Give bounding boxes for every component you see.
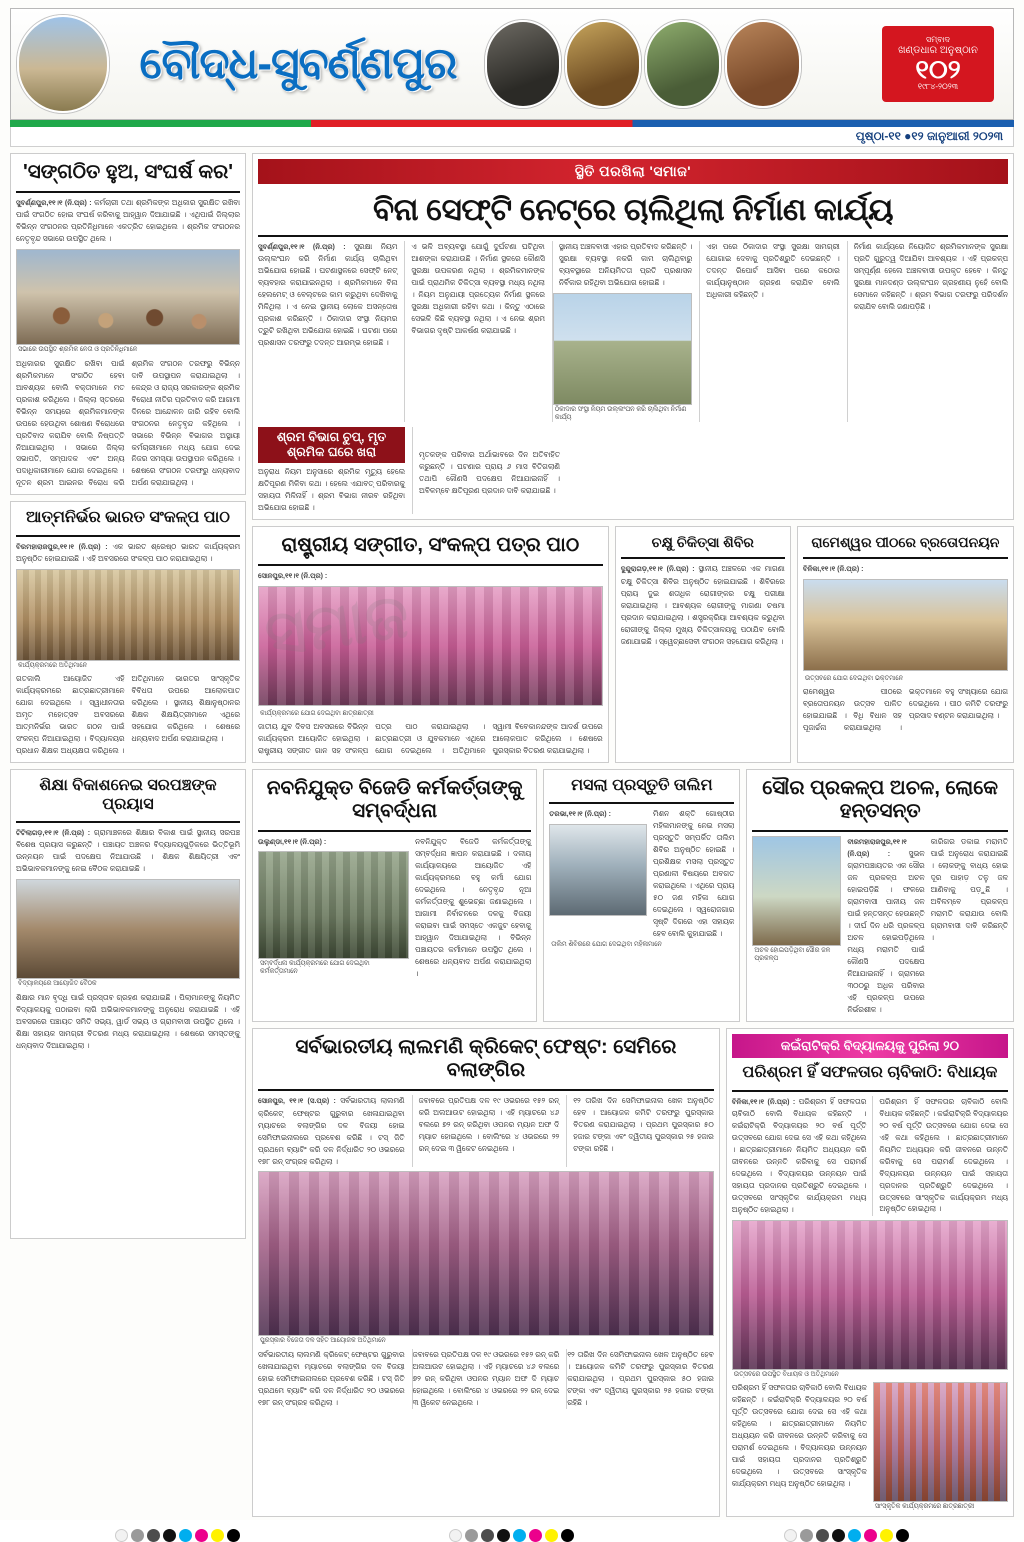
article-solar-project bbox=[746, 769, 1014, 1022]
article-cricket-fest bbox=[252, 1028, 720, 1517]
byline: ସୋନପୁର, ୧୧।୧ (ସ.ପ୍ର) : bbox=[258, 1098, 336, 1106]
reg-dot bbox=[561, 1529, 574, 1542]
reg-dot bbox=[465, 1529, 478, 1542]
reg-dot bbox=[848, 1529, 861, 1542]
article-row bbox=[258, 836, 531, 980]
lead-body-row bbox=[258, 241, 1008, 423]
reg-dot bbox=[449, 1529, 462, 1542]
registration-marks bbox=[10, 1529, 1014, 1542]
article-photo bbox=[258, 851, 409, 959]
reg-dot bbox=[529, 1529, 542, 1542]
headline-rule bbox=[732, 1090, 1008, 1092]
lead-photo bbox=[553, 293, 692, 405]
school-photo-wrap bbox=[873, 1382, 1008, 1511]
photo-caption: ଉତ୍ସବରେ ଉପସ୍ଥିତ ବିଧାୟକ ଓ ଅତିଥିମାନେ bbox=[733, 1370, 839, 1378]
headline-rule bbox=[16, 191, 240, 193]
registration-set-1 bbox=[115, 1529, 240, 1542]
article-text-wrap bbox=[415, 836, 531, 980]
sub-text-1: ଅନୁରାଧ ନିୟମ ଅନୁସାରେ ଶ୍ରମିକ ମୃତ୍ୟୁ ହେଲେ କ୍ଷତିପୂରଣ ମିଳିବା କଥା । ହେଲେ ଏଯାବତ୍ ପରିବାରକୁ ସହାୟତା ମିଳିନାହିଁ । ଶ୍ରମ ବିଭାଗ ନୀରବ ରହିଥିବା ଅଭିଯୋଗ ହୋଇଛି । bbox=[258, 467, 405, 513]
reg-dot bbox=[816, 1529, 829, 1542]
photo-caption: ତାଲିମ ଶିବିରରେ ଯୋଗ ଦେଇଥିବା ମହିଳାମାନେ bbox=[551, 941, 662, 948]
article-body: ଶିକ୍ଷାର ମାନ ବୃଦ୍ଧି ପାଇଁ ପ୍ରସ୍ତାବ ଗ୍ରହଣ କରାଯାଇଛି । ପିଲାମାନଙ୍କୁ ନିୟମିତ ବିଦ୍ୟାଳୟକୁ ପଠାଇବା ଲାଗି ଅଭିଭାବକମାନଙ୍କୁ ଅନୁରୋଧ କରାଯାଇଛି । ଏହି ଅବସରରେ ପଞ୍ଚାୟତ ସମିତି ସଭ୍ୟ, ୱାର୍ଡ ସଭ୍ୟ ଓ ଗ୍ରାମବାସୀ ଉପସ୍ଥିତ ଥିଲେ । ଶିକ୍ଷା ସହାୟକ ସାମଗ୍ରୀ ବିତରଣ ମଧ୍ୟ କରାଯାଇଥିଲା । ଶେଷରେ ସମସ୍ତଙ୍କୁ ଧନ୍ୟବାଦ ଦିଆଯାଇଥିଲା । bbox=[16, 992, 240, 1050]
article-body: ସ୍ଥାନୀୟ ଅଞ୍ଚଳରେ ଏକ ମାଗଣା ଚକ୍ଷୁ ଚିକିତ୍ସା ଶିବିର ଅନୁଷ୍ଠିତ ହୋଇଯାଇଛି । ଶିବିରରେ ପ୍ରାୟ ଦୁଇ ଶତାଧିକ ରୋଗୀଙ୍କର ଚକ୍ଷୁ ପରୀକ୍ଷା କରାଯାଇଥିଲା । ଆବଶ୍ୟକ ରୋଗୀଙ୍କୁ ମାଗଣା ଚଷମା ପ୍ରଦାନ କରାଯାଇଥିଲା । ଶସ୍ତ୍ରକ୍ରିୟା ଆବଶ୍ୟକ କରୁଥିବା ରୋଗୀଙ୍କୁ ଜିଲ୍ଲା ମୁଖ୍ୟ ଚିକିତ୍ସାଳୟକୁ ପଠାଯିବ ବୋଲି ଜଣାଯାଇଛି । ସ୍ୱେଚ୍ଛାସେବୀ ସଂଗଠନ ସହଯୋଗ କରିଥିଲା । bbox=[620, 564, 785, 646]
reg-dot bbox=[211, 1529, 224, 1542]
byline: ଦୁନ୍ଦୁରାଗଡ଼,୧୧।୧ (ନି.ପ୍ର) : bbox=[620, 566, 695, 574]
article-photo bbox=[258, 1171, 714, 1336]
sub-story-left bbox=[258, 427, 405, 514]
article-body-5: ଜବାବରେ ପ୍ରତିପକ୍ଷ ଦଳ ୧୯ ଓଭରରେ ୧୫୨ ରନ୍ କରି ଅଲଆଉଟ ହୋଇଥିଲା । ଏହି ମ୍ୟାଚରେ ୪୬ ବଲରେ ୭୨ ରନ୍ କରିଥିବା ଓପନର ମ୍ୟାନ ଅଫ ଦି ମ୍ୟାଚ ହୋଇଥିଲେ । ବୋଲିଂରେ ୪ ଓଭରରେ ୨୨ ରନ୍ ଦେଇ ୩ ୱିକେଟ ନେଇଥିଲେ । bbox=[412, 1349, 560, 1407]
article-intro bbox=[16, 541, 240, 565]
byline: ବିନିକା,୧୧।୧ (ନି.ପ୍ର) : bbox=[802, 566, 864, 574]
headline-rule bbox=[549, 802, 734, 804]
registration-set-3 bbox=[784, 1529, 909, 1542]
byline: ବୀରମହାରାଜପୁର,୧୧।୧ (ନି.ପ୍ର) : bbox=[847, 838, 907, 859]
headline-rule bbox=[803, 557, 1008, 559]
left-column bbox=[10, 153, 246, 1523]
lead-photo-caption: ଠିକାଦାର ସଂସ୍ଥା ନିୟମ ଉଲ୍ଲଂଘନ କରି ଚାଲିଥିବା ନିର୍ମାଣ କାର୍ଯ୍ୟ bbox=[554, 405, 687, 421]
article-photo bbox=[752, 836, 841, 946]
cricket-col-2 bbox=[412, 1095, 560, 1167]
article-photo bbox=[549, 824, 647, 916]
lead-text-1: ସୁରକ୍ଷା ନିୟମ ଉଲ୍ଲଂଘନ କରି ନିର୍ମାଣ କାର୍ଯ୍ୟ ଚାଲିଥିବା ଅଭିଯୋଗ ହୋଇଛି । ଘଟଣାସ୍ଥଳରେ ସେଫ୍ଟି ନେଟ୍ ବ୍ୟବହାର କରାଯାଇନଥିଲା । ଶ୍ରମିକମାନେ ବିନା ହେଲମେଟ୍ ଓ ବେଲ୍ଟରେ କାମ କରୁଥିବା ଦେଖିବାକୁ ମିଳିଥିଲା । ଏ ନେଇ ସ୍ଥାନୀୟ ଲୋକେ ଅସନ୍ତୋଷ ପ୍ରକାଶ କରିଛନ୍ତି । ଠିକାଦାର ସଂସ୍ଥା ନିୟମର ତ୍ରୁଟି ରଖିଥିବା ଅଭିଯୋଗ ହୋଇଛି । ଘଟଣା ପରେ ପ୍ରଶାସନ ତରଫରୁ ତଦନ୍ତ ଆରମ୍ଭ ହୋଇଛି । bbox=[258, 241, 398, 347]
article-photo-wrap bbox=[258, 836, 409, 980]
lead-col-5 bbox=[847, 241, 1008, 423]
article-body: ନବନିଯୁକ୍ତ ବିଜେଡି କର୍ମକର୍ତ୍ତାଙ୍କୁ ସମ୍ବର୍ଦ୍ଧନା ଜ୍ଞାପନ କରାଯାଇଛି । ଦଳୀୟ କାର୍ଯ୍ୟାଳୟରେ ଆୟୋଜିତ ଏହି କାର୍ଯ୍ୟକ୍ରମରେ ବହୁ କର୍ମୀ ଯୋଗ ଦେଇଥିଲେ । ନେତୃବୃନ୍ଦ ନୂଆ କର୍ମକର୍ତ୍ତାଙ୍କୁ ଶୁଭେଚ୍ଛା ଜଣାଇଥିଲେ । ଆଗାମୀ ନିର୍ବାଚନରେ ଦଳକୁ ବିଜୟୀ କରାଇବା ପାଇଁ ସମସ୍ତେ ଏକଜୁଟ ହେବାକୁ ଆହ୍ୱାନ ଦିଆଯାଇଥିଲା । ବିଭିନ୍ନ ପଞ୍ଚାୟତର କର୍ମୀମାନେ ଉପସ୍ଥିତ ଥିଲେ । ଶେଷରେ ଧନ୍ୟବାଦ ଅର୍ପଣ କରାଯାଇଥିଲା । bbox=[415, 836, 532, 978]
article-body-2: ଜବାବରେ ପ୍ରତିପକ୍ଷ ଦଳ ୧୯ ଓଭରରେ ୧୫୨ ରନ୍ କରି ଅଲଆଉଟ ହୋଇଥିଲା । ଏହି ମ୍ୟାଚରେ ୪୬ ବଲରେ ୭୨ ରନ୍ କରିଥିବା ଓପନର ମ୍ୟାନ ଅଫ ଦି ମ୍ୟାଚ ହୋଇଥିଲେ । ବୋଲିଂରେ ୪ ଓଭରରେ ୨୨ ରନ୍ ଦେଇ ୩ ୱିକେଟ ନେଇଥିଲେ । bbox=[418, 1096, 560, 1154]
byline: ସୁବର୍ଣ୍ଣପୁର,୧୧।୧ (ନି.ପ୍ର) : bbox=[258, 243, 346, 251]
article-text-wrap bbox=[653, 808, 734, 940]
article-photo-wrap bbox=[549, 808, 647, 940]
photo-caption-2: ସାଂସ୍କୃତିକ କାର୍ଯ୍ୟକ୍ରମରେ ଛାତ୍ରଛାତ୍ରୀ bbox=[874, 1503, 975, 1511]
photo-caption: ଅଚଳ ହୋଇପଡ଼ିଥିବା ସୌର ଜଳ ପ୍ରକଳ୍ପ bbox=[754, 946, 831, 963]
lead-col-3 bbox=[552, 241, 692, 423]
article-text-wrap-1 bbox=[847, 836, 924, 1016]
reg-dot bbox=[147, 1529, 160, 1542]
article-body: ଜାତୀୟ ଯୁବ ଦିବସ ଅବସରରେ ବିଭିନ୍ନ କାର୍ଯ୍ୟକ୍ରମ ଆୟୋଜିତ ହୋଇଥିଲା । ରାଷ୍ଟ୍ରୀୟ ସଙ୍ଗୀତ ଗାନ ସହ ସଂକଳ୍ପ ପତ୍ର ପାଠ କରାଯାଇଥିଲା । ଛାତ୍ରଛାତ୍ରୀ ଓ ଯୁବକମାନେ ଏଥିରେ ଯୋଗ ଦେଇଥିଲେ । ଅତିଥିମାନେ ସ୍ୱାମୀ ବିବେକାନନ୍ଦଙ୍କ ଆଦର୍ଶ ଉପରେ ଆଲୋକପାତ କରିଥିଲେ । ଶେଷରେ ପୁରସ୍କାର ବିତରଣ କରାଯାଇଥିଲା । bbox=[258, 721, 603, 755]
article-body-6: ୧୨ ତାରିଖ ଦିନ ସେମିଫାଇନାଲ ଖେଳ ଅନୁଷ୍ଠିତ ହେବ । ଆୟୋଜକ କମିଟି ତରଫରୁ ପୁରସ୍କାର ବିତରଣ କରାଯାଇଥିଲା । ପ୍ରଥମ ପୁରସ୍କାର ୫୦ ହଜାର ଟଙ୍କା ଏବଂ ଦ୍ୱିତୀୟ ପୁରସ୍କାର ୨୫ ହଜାର ଟଙ୍କା ରହିଛି । bbox=[567, 1349, 714, 1407]
article-intro bbox=[16, 197, 240, 245]
article-body: ରାମେଶ୍ୱର ପୀଠରେ ବ୍ରତୋପନୟନ ଉତ୍ସବ ପାଳିତ ହୋଇଯାଇଛି । ବିଧି ବିଧାନ ସହ ପୂଜାର୍ଚ୍ଚନା କରାଯାଇଥିଲା । ଭକ୍ତମାନେ ବହୁ ସଂଖ୍ୟାରେ ଯୋଗ ଦେଇଥିଲେ । ପୀଠ କମିଟି ତରଫରୁ ପ୍ରସାଦ ବଣ୍ଟନ କରାଯାଇଥିଲା । bbox=[802, 686, 1008, 732]
article-photo-wrap bbox=[752, 836, 841, 1016]
masthead-photo-strip bbox=[483, 9, 803, 119]
article-headline: ଆତ୍ମନିର୍ଭର ଭାରତ ସଂକଳ୍ପ ପାଠ bbox=[26, 509, 230, 527]
intro-text: ଏକ ଭାରତ ଶ୍ରେଷ୍ଠ ଭାରତ କାର୍ଯ୍ୟକ୍ରମ ଅନୁଷ୍ଠିତ ହୋଇଯାଇଛି । ଏହି ଅବସରରେ ସଂକଳ୍ପ ପାଠ କରାଯାଇଥିଲା । bbox=[16, 541, 240, 564]
lead-text-2: ଏ ଭଳି ଅବ୍ୟବସ୍ଥା ଯୋଗୁଁ ଦୁର୍ଘଟଣା ଘଟିଥିବା ଆଶଙ୍କା କରାଯାଉଛି । ନିର୍ମାଣ ସ୍ଥଳରେ କୌଣସି ସୁରକ୍ଷା ଉପକରଣ ନଥିଲା । ଶ୍ରମିକମାନଙ୍କ ପାଇଁ ପ୍ରାଥମିକ ଚିକିତ୍ସା ବ୍ୟବସ୍ଥା ମଧ୍ୟ ନଥିଲା । ନିୟମ ଅନୁଯାୟୀ ପ୍ରତ୍ୟେକ ନିର୍ମାଣ ସ୍ଥଳରେ ସୁରକ୍ଷା ଅଧିକାରୀ ରହିବା କଥା । କିନ୍ତୁ ଏଠାରେ ସେଭଳି କିଛି ବ୍ୟବସ୍ଥା ନଥିଲା । ଏ ନେଇ ଶ୍ରମ ବିଭାଗର ଦୃଷ୍ଟି ଆକର୍ଷଣ କରାଯାଇଛି । bbox=[411, 241, 545, 335]
article-photo bbox=[16, 249, 240, 345]
reg-dot bbox=[513, 1529, 526, 1542]
school-col-1 bbox=[732, 1096, 867, 1216]
reg-dot bbox=[115, 1529, 128, 1542]
reg-dot bbox=[545, 1529, 558, 1542]
article-photo bbox=[16, 569, 240, 661]
lead-text-4: ଏହା ପରେ ଠିକାଦାର ସଂସ୍ଥା ସୁରକ୍ଷା ସାମଗ୍ରୀ ଯୋଗାଇ ଦେବାକୁ ପ୍ରତିଶ୍ରୁତି ଦେଇଛନ୍ତି । ତଦନ୍ତ ରିପୋର୍ଟ ଆସିବା ପରେ କଠୋର କାର୍ଯ୍ୟାନୁଷ୍ଠାନ ଗ୍ରହଣ କରାଯିବ ବୋଲି ଅଧିକାରୀ କହିଛନ୍ତି । bbox=[706, 241, 840, 299]
byline: ତରଭା,୧୧।୧ (ନି.ପ୍ର) : bbox=[549, 811, 611, 819]
lead-text-3: ସ୍ଥାନୀୟ ଅଞ୍ଚଳବାସୀ ଏହାର ପ୍ରତିବାଦ କରିଛନ୍ତି । ସୁରକ୍ଷା ବ୍ୟବସ୍ଥା ନକରି କାମ ଚାଲିଥିବାରୁ ବ୍ୟବସ୍ଥାରେ ଅନିୟମିତତା ପ୍ରତି ପ୍ରଶାସନ ନିର୍ବିକାର ରହିଥିବା ଅଭିଯୋଗ ହୋଇଛି । bbox=[558, 241, 693, 287]
article-row bbox=[752, 836, 1008, 1016]
article-headline: ଚକ୍ଷୁ ଚିକିତ୍ସା ଶିବିର bbox=[651, 534, 754, 551]
headline-rule bbox=[258, 1089, 714, 1091]
headline-rule bbox=[258, 564, 603, 566]
sub-strip: କଇଁରାଟିକ୍ରି ବିଦ୍ୟାଳୟକୁ ପୁରିଲା ୨୦ bbox=[732, 1034, 1008, 1058]
article-bjd-welcome bbox=[252, 769, 537, 1022]
article-body-3: ପରିଶ୍ରମ ହିଁ ସଫଳତାର ଚାବିକାଠି ବୋଲି ବିଧାୟକ କହିଛନ୍ତି । କଇଁରାଟିକ୍ରି ବିଦ୍ୟାଳୟର ୨୦ ବର୍ଷ ପୂର୍ତ୍ତି ଉତ୍ସବରେ ଯୋଗ ଦେଇ ସେ ଏହି କଥା କହିଥିଲେ । ଛାତ୍ରଛାତ୍ରୀମାନେ ନିୟମିତ ଅଧ୍ୟୟନ କରି ଜୀବନରେ ଉନ୍ନତି କରିବାକୁ ସେ ପରାମର୍ଶ ଦେଇଥିଲେ । ବିଦ୍ୟାଳୟର ଉନ୍ନୟନ ପାଇଁ ସହାୟତା ପ୍ରଦାନର ପ୍ରତିଶ୍ରୁତି ଦେଇଥିଲେ । ଉତ୍ସବରେ ସାଂସ୍କୃତିକ କାର୍ଯ୍ୟକ୍ରମ ମଧ୍ୟ ଅନୁଷ୍ଠିତ ହୋଇଥିଲା । bbox=[731, 1383, 867, 1489]
article-rashtriya-sangeet bbox=[252, 526, 609, 763]
masthead-photo-cave bbox=[485, 20, 561, 108]
cricket-col-3 bbox=[566, 1095, 714, 1167]
article-body-4: ସର୍ବଭାରତୀୟ ଲାଲମଣି କ୍ରିକେଟ୍ ଫେଷ୍ଟର ଗୁରୁବାର ଖେଳାଯାଇଥିବା ମ୍ୟାଚରେ ବଲାଙ୍ଗିର ଦଳ ବିଜୟୀ ହୋଇ ସେମିଫାଇନାଲରେ ପ୍ରବେଶ କରିଛି । ଟସ୍ ଜିତି ପ୍ରଥମେ ବ୍ୟାଟିଂ କରି ଦଳ ନିର୍ଦ୍ଧାରିତ ୨୦ ଓଭରରେ ୧୭୮ ରନ୍ ସଂଗ୍ରହ କରିଥିଲା । bbox=[258, 1349, 405, 1407]
lead-text-5: ନିର୍ମାଣ କାର୍ଯ୍ୟରେ ନିୟୋଜିତ ଶ୍ରମିକମାନଙ୍କ ସୁରକ୍ଷା ପ୍ରତି ଗୁରୁତ୍ୱ ଦିଆଯିବା ଆବଶ୍ୟକ । ଏହି ପ୍ରକଳ୍ପ ସମ୍ପୂର୍ଣ୍ଣ ହେଲେ ଅଞ୍ଚଳବାସୀ ଉପକୃତ ହେବେ । କିନ୍ତୁ ସୁରକ୍ଷା ମାନଦଣ୍ଡ ଉଲ୍ଲଂଘନ ଗ୍ରହଣୀୟ ନୁହେଁ ବୋଲି ସେମାନେ କହିଛନ୍ତି । ଶ୍ରମ ବିଭାଗ ତରଫରୁ ପରିଦର୍ଶନ କରାଯିବ ବୋଲି ଜଣାପଡ଼ିଛି । bbox=[853, 241, 1009, 311]
photo-caption: ପୁରସ୍କାର ବିଜେତା ଦଳ ସହିତ ଆୟୋଜକ ଅତିଥିମାନେ bbox=[260, 1337, 386, 1345]
photo-caption: ଉତ୍ସବରେ ଯୋଗ ଦେଇଥିବା ଭକ୍ତମାନେ bbox=[804, 674, 903, 682]
byline: ଟିଟିଲାଗଡ଼,୧୧।୧ (ନି.ପ୍ର) : bbox=[16, 830, 91, 838]
logo-anniversary-number: ୧୦୨ bbox=[915, 54, 961, 85]
article-headline: ନବନିଯୁକ୍ତ ବିଜେଡି କର୍ମକର୍ତ୍ତାଙ୍କୁ ସମ୍ବର୍ଦ୍ଧନା bbox=[266, 776, 523, 822]
sub-story-right bbox=[412, 427, 560, 514]
byline: ବିରମହାରାଜପୁର,୧୧।୧ (ନି.ପ୍ର) : bbox=[16, 543, 108, 551]
article-body-3: ୧୨ ତାରିଖ ଦିନ ସେମିଫାଇନାଲ ଖେଳ ଅନୁଷ୍ଠିତ ହେବ । ଆୟୋଜକ କମିଟି ତରଫରୁ ପୁରସ୍କାର ବିତରଣ କରାଯାଇଥିଲା । ପ୍ରଥମ ପୁରସ୍କାର ୫୦ ହଜାର ଟଙ୍କା ଏବଂ ଦ୍ୱିତୀୟ ପୁରସ୍କାର ୨୫ ହଜାର ଟଙ୍କା ରହିଛି । bbox=[573, 1096, 714, 1154]
topic-strip: ସ୍ଥିତି ପରଖିଲା 'ସମାଜ' bbox=[258, 159, 1008, 184]
mid-row-2 bbox=[252, 769, 1014, 1028]
logo-year-range: ୧୯୮୪-୨୦୨୩ bbox=[917, 82, 959, 92]
article-headline: ସୌର ପ୍ରକଳ୍ପ ଅଚଳ, ଲୋକେ ହନ୍ତସନ୍ତ bbox=[762, 776, 999, 822]
page-title: ବୌଦ୍ଧ-ସୁବର୍ଣ୍ଣପୁର bbox=[139, 39, 457, 88]
article-row bbox=[549, 808, 734, 940]
logo-top-text: ସମ୍ବାଦ bbox=[926, 35, 950, 45]
article-photo bbox=[258, 586, 603, 706]
masthead-title-wrap bbox=[113, 9, 483, 119]
article-body: ଗତକାଲି ଆୟୋଜିତ ଏହି କାର୍ଯ୍ୟକ୍ରମରେ ଛାତ୍ରଛାତ୍ରୀମାନେ ଯୋଗ ଦେଇଥିଲେ । ସ୍ୱାଧୀନତାର ଅମୃତ ମହୋତ୍ସବ ଅବସରରେ ଆତ୍ମନିର୍ଭର ଭାରତ ଗଠନ ପାଇଁ ସଂକଳ୍ପ ନିଆଯାଇଥିଲା । ବିଦ୍ୟାଳୟର ପ୍ରଧାନ ଶିକ୍ଷକ ଅଧ୍ୟକ୍ଷତା କରିଥିଲେ । ଅତିଥିମାନେ ଭାରତର ସାଂସ୍କୃତିକ ବିବିଧତା ଉପରେ ଆଲୋକପାତ କରିଥିଲେ । ସ୍ଥାନୀୟ ଶିକ୍ଷାନୁଷ୍ଠାନର ଶିକ୍ଷକ ଶିକ୍ଷୟିତ୍ରୀମାନେ ଏଥିରେ ସହଯୋଗ କରିଥିଲେ । ଶେଷରେ ଧନ୍ୟବାଦ ଅର୍ପଣ କରାଯାଇଥିଲା । bbox=[16, 674, 240, 756]
headline-rule bbox=[752, 830, 1008, 832]
article-eye-camp bbox=[615, 526, 791, 763]
article-headline: ସର୍ବଭାରତୀୟ ଲାଲମଣି କ୍ରିକେଟ୍‌ ଫେଷ୍ଟ: ସେମିରେ ବଲାଙ୍ଗିର bbox=[295, 1036, 677, 1082]
article-sangathita bbox=[10, 153, 246, 495]
masthead-photo-shrine bbox=[725, 20, 801, 108]
lead-col-2 bbox=[404, 241, 544, 423]
article-atmanirbhar bbox=[10, 501, 246, 763]
school-col-2 bbox=[872, 1096, 1008, 1216]
article-shiksha-bikash bbox=[10, 769, 246, 1239]
lead-story bbox=[252, 153, 1014, 520]
sub-strip: ଶ୍ରମ ବିଭାଗ ଚୁପ୍‌, ମୃତ ଶ୍ରମିକ ଘରେ ଖରା bbox=[258, 427, 405, 463]
mid-row-1 bbox=[252, 526, 1014, 769]
article-photo bbox=[16, 879, 240, 979]
page-content bbox=[10, 153, 1014, 1523]
masthead-left-photo bbox=[17, 15, 109, 113]
photo-caption: କାର୍ଯ୍ୟକ୍ରମରେ ଅତିଥିମାନେ bbox=[18, 662, 88, 670]
article-body-2: ପରିଶ୍ରମ ହିଁ ସଫଳତାର ଚାବିକାଠି ବୋଲି ବିଧାୟକ କହିଛନ୍ତି । କଇଁରାଟିକ୍ରି ବିଦ୍ୟାଳୟର ୨୦ ବର୍ଷ ପୂର୍ତ୍ତି ଉତ୍ସବରେ ଯୋଗ ଦେଇ ସେ ଏହି କଥା କହିଥିଲେ । ଛାତ୍ରଛାତ୍ରୀମାନେ ନିୟମିତ ଅଧ୍ୟୟନ କରି ଜୀବନରେ ଉନ୍ନତି କରିବାକୁ ସେ ପରାମର୍ଶ ଦେଇଥିଲେ । ବିଦ୍ୟାଳୟର ଉନ୍ନୟନ ପାଇଁ ସହାୟତା ପ୍ରଦାନର ପ୍ରତିଶ୍ରୁତି ଦେଇଥିଲେ । ଉତ୍ସବରେ ସାଂସ୍କୃତିକ କାର୍ଯ୍ୟକ୍ରମ ମଧ୍ୟ ଅନୁଷ୍ଠିତ ହୋଇଥିଲା । bbox=[879, 1096, 1008, 1214]
article-masala-training bbox=[543, 769, 740, 1022]
sub-story-row bbox=[258, 427, 1008, 514]
reg-dot bbox=[832, 1529, 845, 1542]
publication-logo bbox=[882, 26, 994, 102]
reg-dot bbox=[195, 1529, 208, 1542]
article-rameswar-pith bbox=[797, 526, 1014, 763]
article-headline: ରାମେଶ୍ୱର ପୀଠରେ ବ୍ରତୋପନୟନ bbox=[811, 534, 1000, 551]
headline-rule bbox=[621, 557, 785, 559]
reg-dot bbox=[784, 1529, 797, 1542]
article-photo bbox=[803, 579, 1008, 671]
reg-dot bbox=[880, 1529, 893, 1542]
lead-col-4 bbox=[699, 241, 839, 423]
school-bottom-row bbox=[732, 1382, 1008, 1511]
masthead-color-stripe bbox=[10, 120, 1014, 127]
byline: ବିନିକା,୧୧।୧ (ନି.ପ୍ର) : bbox=[731, 1098, 796, 1106]
reg-dot bbox=[131, 1529, 144, 1542]
article-body: ଅଧିକାରର ସୁରକ୍ଷିତ ରଖିବା ପାଇଁ ଶ୍ରମିକମାନେ ସଂଗଠିତ ହେବା ଆବଶ୍ୟକ ବୋଲି ବକ୍ତାମାନେ ମତ ପ୍ରକାଶ କରିଥିଲେ । ଜିଲ୍ଲା ସ୍ତରରେ ବିଭିନ୍ନ ସମୟରେ ଶ୍ରମିକମାନଙ୍କ ଉପରେ ହେଉଥିବା ଶୋଷଣ ବିରୋଧରେ ପ୍ରତିବାଦ କରାଯିବ ବୋଲି ନିଷ୍ପତ୍ତି ନିଆଯାଇଥିଲା । ସଭାରେ ଜିଲ୍ଲା ସଭାପତି, ସମ୍ପାଦକ ଏବଂ ଅନ୍ୟ ପଦାଧିକାରୀମାନେ ଯୋଗ ଦେଇଥିଲେ । ନୂତନ ଶ୍ରମ ଆଇନର ବିରୋଧ କରି ଶ୍ରମିକ ସଂଗଠନ ତରଫରୁ ବିଭିନ୍ନ ଦାବି ଉପସ୍ଥାପନ କରାଯାଇଥିଲା । କେନ୍ଦ୍ର ଓ ରାଜ୍ୟ ସରକାରଙ୍କ ଶ୍ରମିକ ବିରୋଧୀ ନୀତିର ପ୍ରତିବାଦ କରି ଆଗାମୀ ଦିନରେ ଆନ୍ଦୋଳନ ଜାରି ରହିବ ବୋଲି ସଂଗଠନର ନେତୃବୃନ୍ଦ କହିଥିଲେ । ସଭାରେ ବିଭିନ୍ନ ବିଭାଗର ଅସ୍ଥାୟୀ କର୍ମଚାରୀମାନେ ମଧ୍ୟ ଯୋଗ ଦେଇ ନିଜର ସମସ୍ୟା ଉପସ୍ଥାପନ କରିଥିଲେ । ଶେଷରେ ସଂଗଠନ ତରଫରୁ ଧନ୍ୟବାଦ ଅର୍ପଣ କରାଯାଇଥିଲା । bbox=[16, 358, 240, 488]
article-row bbox=[258, 1095, 714, 1167]
article-body-1: ସୁଭଳ ଗ୍ରାମପଞ୍ଚାୟତର ଏକ ସୌର ଜଳ ପ୍ରକଳ୍ପ ଅଚଳ ହୋଇପଡ଼ିଛି । ଫଳରେ ଗ୍ରାମବାସୀ ପାନୀୟ ଜଳ ପାଇଁ ହନ୍ତସନ୍ତ ହେଉଛନ୍ତି । ଦୀର୍ଘ ଦିନ ଧରି ପ୍ରକଳ୍ପ ଅଚଳ ହୋଇପଡ଼ିଥିଲେ ମଧ୍ୟ ମରାମତି ପାଇଁ କୌଣସି ପଦକ୍ଷେପ ନିଆଯାଇନାହିଁ । ଗ୍ରାମରେ ୩୦୦ରୁ ଅଧିକ ପରିବାର ଏହି ପ୍ରକଳ୍ପ ଉପରେ ନିର୍ଭରଶୀଳ । bbox=[847, 849, 925, 1015]
reg-dot bbox=[227, 1529, 240, 1542]
intro-text: ଗ୍ରାମାଞ୍ଚଳରେ ଶିକ୍ଷାର ବିକାଶ ପାଇଁ ସ୍ଥାନୀୟ ସରପଞ୍ଚ ବିଶେଷ ପ୍ରୟାସ କରୁଛନ୍ତି । ପଞ୍ଚାୟତ ଅଞ୍ଚଳର ବିଦ୍ୟାଳୟଗୁଡ଼ିକରେ ଭିତ୍ତିଭୂମି ଉନ୍ନୟନ ପାଇଁ ପଦକ୍ଷେପ ନିଆଯାଉଛି । ଶିକ୍ଷକ ଶିକ୍ଷୟିତ୍ରୀ ଏବଂ ଅଭିଭାବକମାନଙ୍କୁ ନେଇ ବୈଠକ କରାଯାଇଛି । bbox=[16, 828, 240, 874]
byline: ସୋନପୁର,୧୧।୧ (ନି.ପ୍ର) : bbox=[258, 573, 328, 581]
lead-col-1 bbox=[258, 241, 397, 423]
byline: ଉଲୁଣ୍ଡା,୧୧।୧ (ନି.ପ୍ର) : bbox=[258, 838, 327, 846]
article-text-wrap-2 bbox=[931, 836, 1008, 1016]
cricket-bottom-row bbox=[258, 1349, 714, 1409]
article-row bbox=[732, 1096, 1008, 1216]
headline-rule bbox=[258, 235, 1008, 237]
main-column bbox=[252, 153, 1014, 1523]
photo-caption: କାର୍ଯ୍ୟକ୍ରମରେ ଯୋଗ ଦେଇଥିବା ଛାତ୍ରଛାତ୍ରୀ bbox=[260, 709, 374, 717]
article-body-1: ପରିଶ୍ରମ ହିଁ ସଫଳତାର ଚାବିକାଠି ବୋଲି ବିଧାୟକ କହିଛନ୍ତି । କଇଁରାଟିକ୍ରି ବିଦ୍ୟାଳୟର ୨୦ ବର୍ଷ ପୂର୍ତ୍ତି ଉତ୍ସବରେ ଯୋଗ ଦେଇ ସେ ଏହି କଥା କହିଥିଲେ । ଛାତ୍ରଛାତ୍ରୀମାନେ ନିୟମିତ ଅଧ୍ୟୟନ କରି ଜୀବନରେ ଉନ୍ନତି କରିବାକୁ ସେ ପରାମର୍ଶ ଦେଇଥିଲେ । ବିଦ୍ୟାଳୟର ଉନ୍ନୟନ ପାଇଁ ସହାୟତା ପ୍ରଦାନର ପ୍ରତିଶ୍ରୁତି ଦେଇଥିଲେ । ଉତ୍ସବରେ ସାଂସ୍କୃତିକ କାର୍ଯ୍ୟକ୍ରମ ମଧ୍ୟ ଅନୁଷ୍ଠିତ ହୋଇଥିଲା । bbox=[731, 1096, 867, 1214]
article-body: ମିଶନ ଶକ୍ତି ଗୋଷ୍ଠୀର ମହିଳାମାନଙ୍କୁ ନେଇ ମସଲା ପ୍ରସ୍ତୁତି ସମ୍ପର୍କିତ ତାଲିମ ଶିବିର ଅନୁଷ୍ଠିତ ହୋଇଛି । ପ୍ରଶିକ୍ଷକ ମସଲା ପ୍ରସ୍ତୁତ ପ୍ରଣାଳୀ ବିଷୟରେ ଅବଗତ କରାଇଥିଲେ । ଏଥିରେ ପ୍ରାୟ ୫୦ ଜଣ ମହିଳା ଯୋଗ ଦେଇଥିଲେ । ସ୍ୱରୋଜଗାର ସୃଷ୍ଟି ଦିଗରେ ଏହା ସହାୟକ ହେବ ବୋଲି କୁହାଯାଇଛି । bbox=[652, 809, 735, 939]
photo-caption: ସଭାରେ ଉପସ୍ଥିତ ଶ୍ରମିକ ନେତା ଓ ପ୍ରତିନିଧିମାନେ bbox=[18, 346, 138, 354]
registration-set-2 bbox=[449, 1529, 574, 1542]
masthead bbox=[10, 8, 1014, 120]
reg-dot bbox=[481, 1529, 494, 1542]
byline: ସୁବର୍ଣ୍ଣପୁର,୧୧।୧ (ନି.ପ୍ର) : bbox=[16, 200, 92, 207]
article-headline: ରାଷ୍ଟ୍ରୀୟ ସଙ୍ଗୀତ, ସଂକଳ୍ପ ପତ୍ର ପାଠ bbox=[281, 534, 580, 557]
article-headline: ପରିଶ୍ରମ ହିଁ ସଫଳତାର ଚାବିକାଠି: ବିଧାୟକ bbox=[742, 1064, 998, 1082]
reg-dot bbox=[163, 1529, 176, 1542]
article-headline: 'ସଙ୍ଗଠିତ ହୁଅ, ସଂଘର୍ଷ କର' bbox=[22, 161, 234, 183]
reg-dot bbox=[800, 1529, 813, 1542]
article-kairatikri-school bbox=[726, 1028, 1014, 1517]
headline-rule bbox=[258, 830, 531, 832]
masthead-logo-wrap bbox=[863, 9, 1013, 119]
article-body-2: କାରିଗର ଡକାଇ ମରାମତି ପାଇଁ ଅନୁରୋଧ କରାଯାଇଛି । ଲୋକଙ୍କୁ ବାଧ୍ୟ ହୋଇ ଦୂର ପାହାଡ଼ ତଳୁ ଜଳ ଆଣିବାକୁ ପଡ଼ୁଛି । ଅବିଳମ୍ବେ ପ୍ରକଳ୍ପ ମରାମତି କରାଯାଉ ବୋଲି ଗ୍ରାମବାସୀ ଦାବି କରିଛନ୍ତି । bbox=[930, 836, 1008, 942]
article-headline: ମସଲା ପ୍ରସ୍ତୁତି ତାଲିମ bbox=[571, 776, 713, 794]
masthead-photo-deity bbox=[565, 20, 641, 108]
masthead-photo-temple bbox=[645, 20, 721, 108]
headline-rule bbox=[16, 821, 240, 823]
intro-text: କର୍ମଚାରୀ ତଥା ଶ୍ରମିକଙ୍କ ଅଧିକାର ସୁରକ୍ଷିତ ରଖିବା ପାଇଁ ସଂଗଠିତ ହୋଇ ସଂଘର୍ଷ କରିବାକୁ ଆହ୍ୱାନ ଦିଆଯାଇଛି । ଏଥିପାଇଁ ଜିଲ୍ଲାର ବିଭିନ୍ନ ସଂଗଠନର ପ୍ରତିନିଧିମାନେ ଏକତ୍ରିତ ହୋଇଥିଲେ । ଶ୍ରମିକ ସଂଗଠନର ନେତୃବୃନ୍ଦ ସଭାରେ ଉପସ୍ଥିତ ଥିଲେ । bbox=[16, 198, 240, 244]
article-photo bbox=[732, 1220, 1008, 1370]
lead-headline: ବିନା ସେଫ୍ଟି ନେଟ୍‌ରେ ଚାଲିଥିଲା ନିର୍ମାଣ କାର୍ଯ୍ୟ bbox=[372, 192, 894, 227]
cricket-col-1 bbox=[258, 1095, 405, 1167]
headline-rule bbox=[16, 535, 240, 537]
article-photo-2 bbox=[873, 1382, 1008, 1502]
sub-story-spacer bbox=[567, 427, 1008, 514]
dateline: ପୃଷ୍ଠା-୧୧ ●୧୨ ଜାନୁଆରୀ ୨୦୨୩ bbox=[10, 127, 1014, 147]
mid-row-3 bbox=[252, 1028, 1014, 1523]
reg-dot bbox=[179, 1529, 192, 1542]
reg-dot bbox=[864, 1529, 877, 1542]
article-body-1: ସର୍ବଭାରତୀୟ ଲାଲମଣି କ୍ରିକେଟ୍ ଫେଷ୍ଟର ଗୁରୁବାର ଖେଳାଯାଇଥିବା ମ୍ୟାଚରେ ବଲାଙ୍ଗିର ଦଳ ବିଜୟୀ ହୋଇ ସେମିଫାଇନାଲରେ ପ୍ରବେଶ କରିଛି । ଟସ୍ ଜିତି ପ୍ରଥମେ ବ୍ୟାଟିଂ କରି ଦଳ ନିର୍ଦ୍ଧାରିତ ୨୦ ଓଭରରେ ୧୭୮ ରନ୍ ସଂଗ୍ରହ କରିଥିଲା । bbox=[258, 1096, 405, 1166]
sub-text-2: ମୃତକଙ୍କ ପରିବାର ଅର୍ଥାଭାବରେ ଦିନ ଅତିବାହିତ କରୁଛନ୍ତି । ଘଟଣାର ପ୍ରାୟ ୬ ମାସ ବିତିଗଲାଣି ତଥାପି କୌଣସି ପଦକ୍ଷେପ ନିଆଯାଇନାହିଁ । ଅବିଳମ୍ବେ କ୍ଷତିପୂରଣ ପ୍ରଦାନ ଦାବି କରାଯାଇଛି । bbox=[419, 450, 560, 496]
reg-dot bbox=[896, 1529, 909, 1542]
article-headline: ଶିକ୍ଷା ବିକାଶନେଇ ସରପଞ୍ଚଙ୍କ ପ୍ରୟାସ bbox=[39, 777, 217, 813]
logo-mid-text: ଖଣ୍ଡଧାର ଅନୁଷ୍ଠାନ bbox=[898, 44, 978, 56]
photo-caption: ସମ୍ବର୍ଦ୍ଧନା କାର୍ଯ୍ୟକ୍ରମରେ ଯୋଗ ଦେଇଥିବା କର୍ମକର୍ତ୍ତାମାନେ bbox=[260, 960, 370, 976]
reg-dot bbox=[497, 1529, 510, 1542]
article-intro bbox=[16, 827, 240, 875]
photo-caption: ବିଦ୍ୟାଳୟରେ ଆୟୋଜିତ ବୈଠକ bbox=[18, 980, 97, 988]
